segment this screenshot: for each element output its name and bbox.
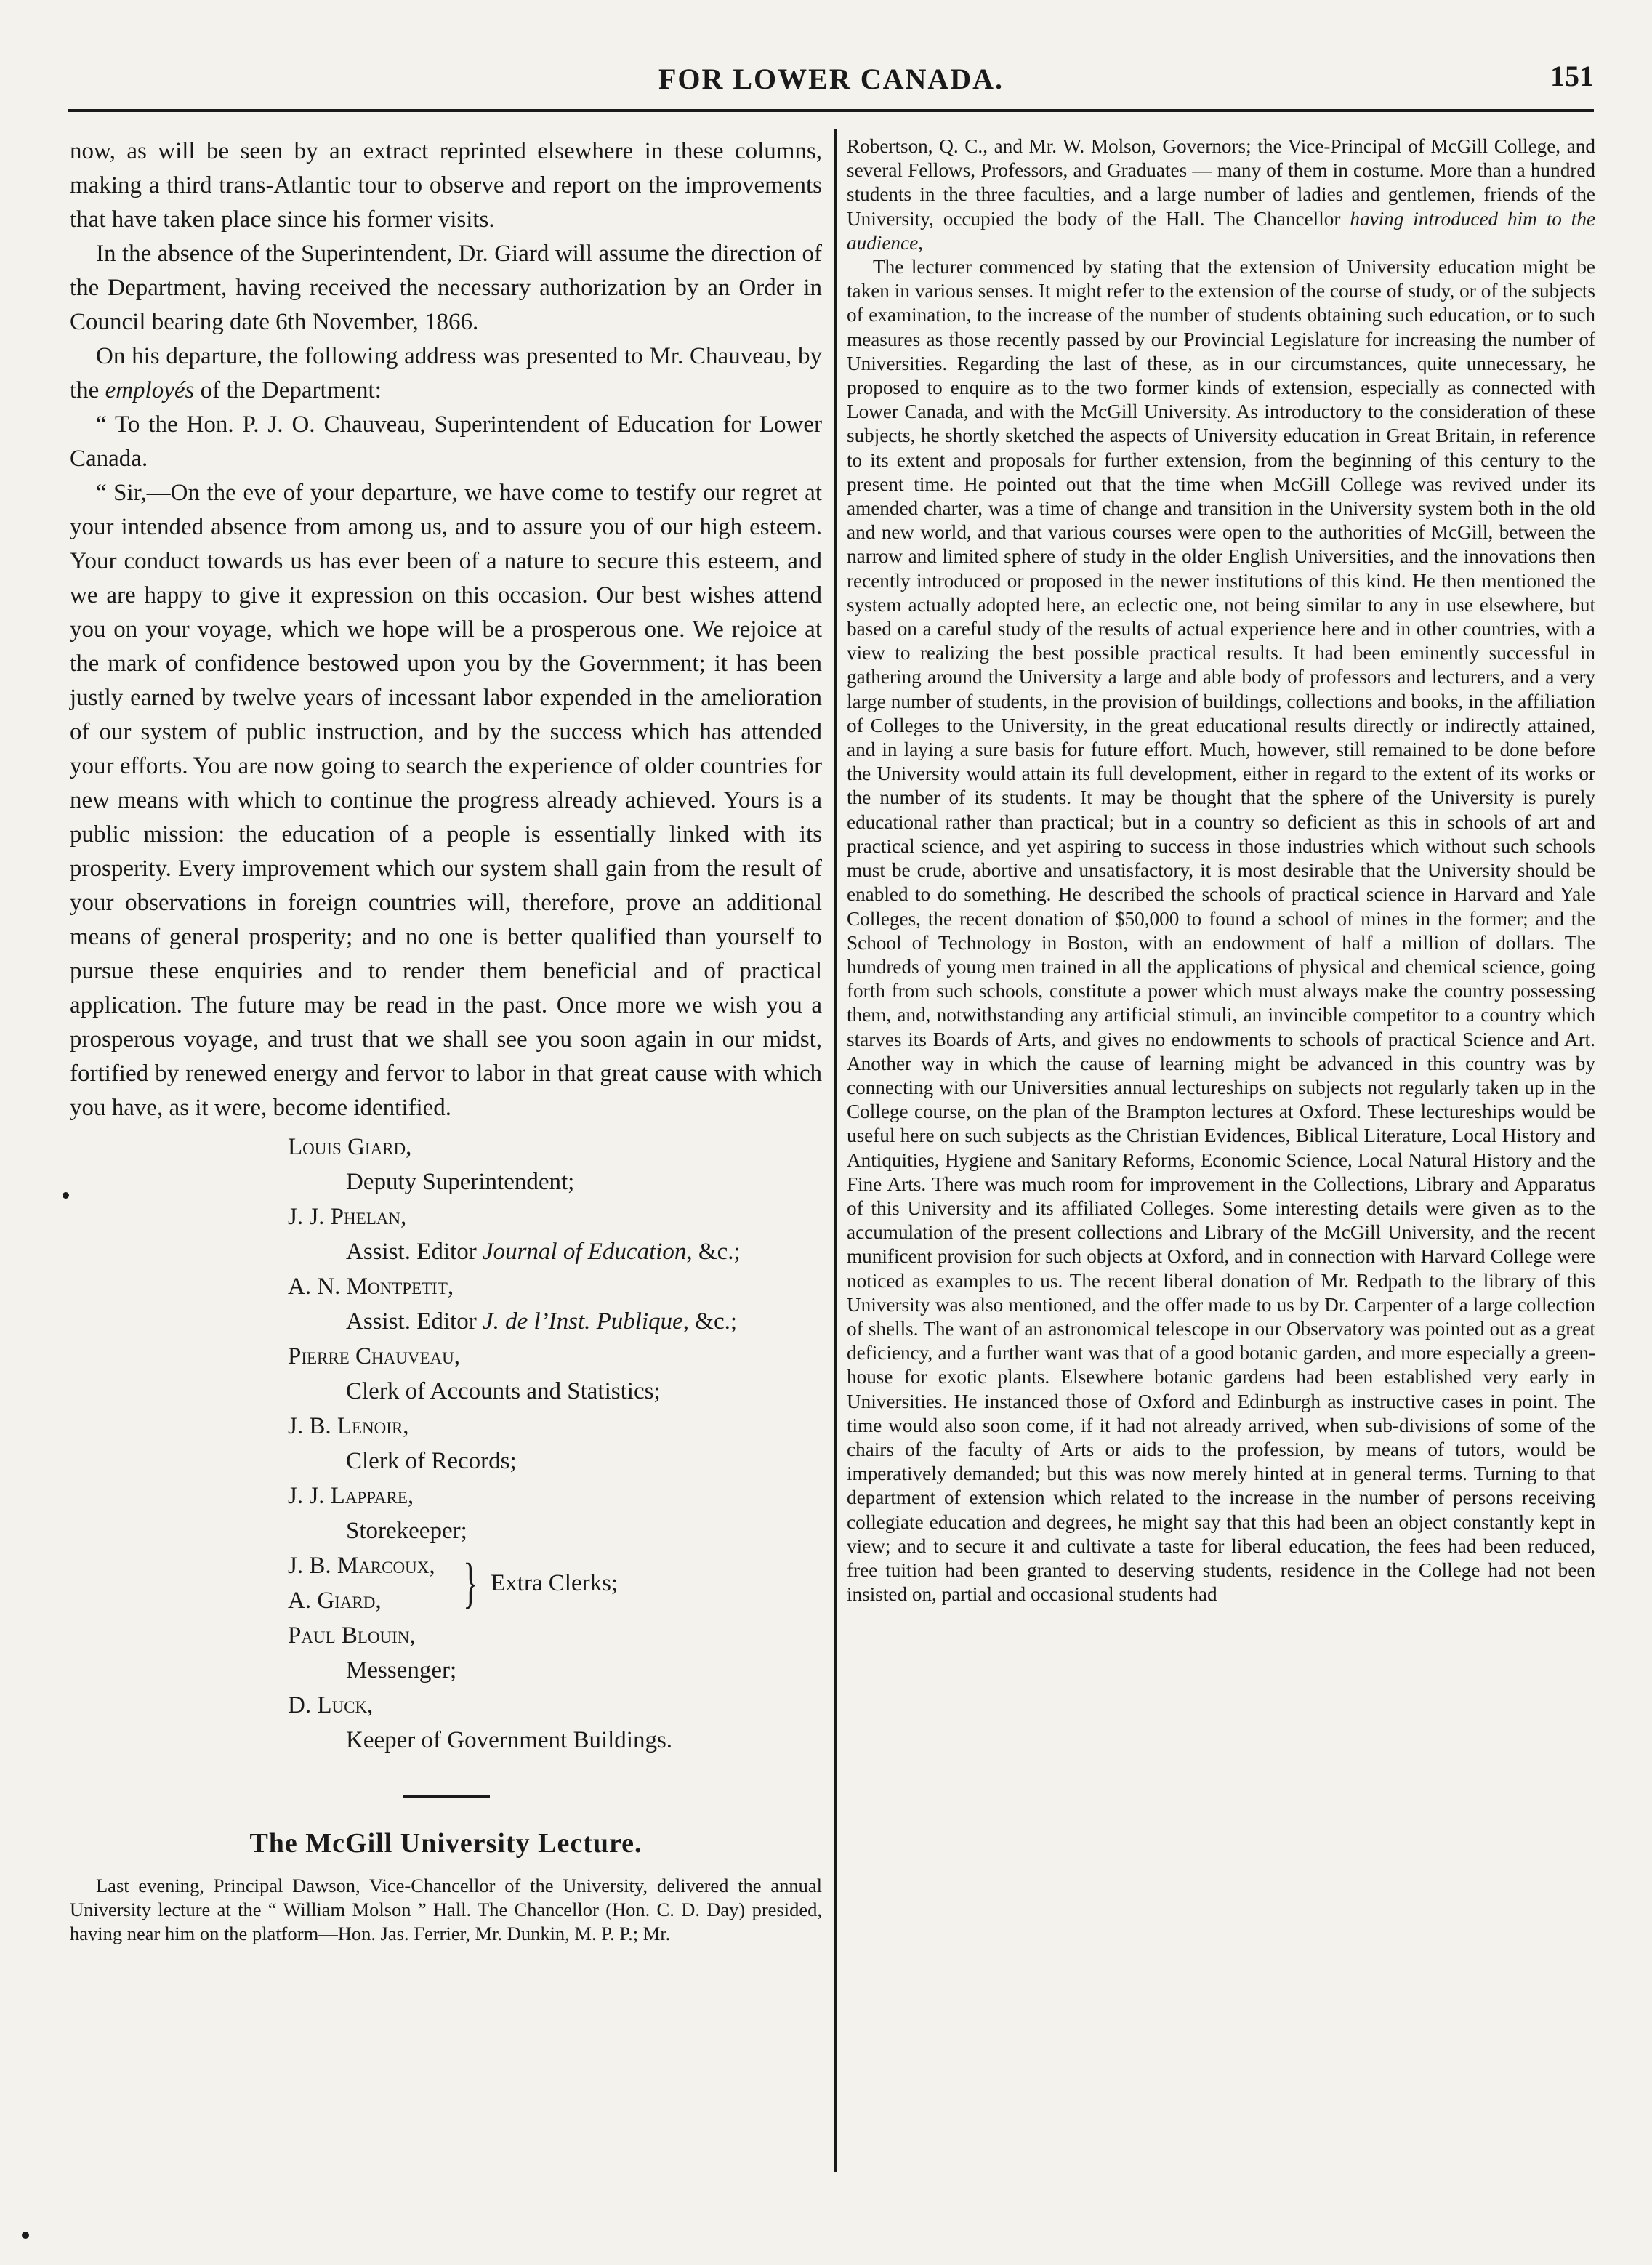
left-column	[70, 134, 822, 1946]
text-run: Assist. Editor	[346, 1308, 483, 1335]
text-run: Assist. Editor	[346, 1239, 483, 1265]
signatory-title: Storekeeper;	[346, 1518, 467, 1544]
signatory-title: Extra Clerks;	[491, 1570, 619, 1596]
paragraph: now, as will be seen by an extract reprinted elsewhere in these columns, making a third trans-Atlantic tour to observe and report on the improvements that have taken place since his former visits.	[70, 138, 822, 233]
print-speck	[63, 1192, 69, 1199]
signatory-name: Pierre Chauveau,	[288, 1343, 461, 1369]
signatory-title	[288, 1234, 822, 1269]
signatory-name: D. Luck,	[288, 1692, 374, 1718]
column-divider	[834, 129, 837, 2172]
signatory-name: J. J. Phelan,	[288, 1204, 407, 1230]
brace-glyph: }	[462, 1553, 478, 1614]
text-run: , &c.;	[686, 1239, 741, 1265]
signatory-pair-names	[288, 1548, 435, 1618]
signatory-title: Deputy Superintendent;	[346, 1169, 575, 1195]
print-speck-corner	[22, 2232, 29, 2239]
running-title: FOR LOWER CANADA.	[658, 63, 1004, 95]
signatory-name: Louis Giard,	[288, 1134, 412, 1160]
italic-run: J. de l’Inst. Publique	[482, 1308, 683, 1335]
text-run: On his departure, the following address was presented to Mr. Chauveau, by the	[70, 343, 822, 403]
italic-run: having introduced him to the audience,	[847, 207, 1595, 254]
text-run: , &c.;	[682, 1308, 738, 1335]
signatory-title	[288, 1304, 822, 1339]
paragraph: The lecturer commenced by stating that the extension of University education might be taken in various senses. It might refer to the extension of the course of study, or of the subjects of examination, to the increase of the number of students obtaining such education, or to such measures as those recently passed by our Provincial Legislature for increasing the number of Universities. Regarding the last of these, as in our circumstances, quite unnecessary, he proposed to enquire as to the two former kinds of extension, especially as connected with Lower Canada, and with the McGill University. As introductory to the consideration of these subjects, he shortly sketched the aspects of University education in Great Britain, in reference to its extent and proposals for further extension, from the beginning of this century to the present time. He pointed out that the time when McGill College was revived under its amended charter, was a time of change and transition in the University system both in the old and new world, and that various courses were open to the authorities of McGill, between the narrow and limited sphere of study in the older English Universities, and the innovations then recently introduced or proposed in the newer institutions of this kind. He then mentioned the system actually adopted here, an eclectic one, not being similar to any in use elsewhere, but based on a careful study of the results of actual experience here and in other countries, with a view to realizing the best possible practical results. It had been eminently successful in gathering around the University a large and able body of professors and lecturers, and a very large number of students, in the provision of buildings, collections and books, in the affiliation of Colleges to the University, in the great educational results directly or indirectly attained, and in laying a sure basis for future effort. Much, however, still remained to be done before the University would attain its full development, either in regard to the extent of its works or the number of its students. It may be thought that the sphere of the University is purely educational rather than practical; but in a country so deficient as this in schools of art and practical science, and yet aspiring to success in those industries which without such schools must be crude, abortive and unsatisfactory, it is most desirable that the University should be enabled to do something. He described the schools of practical science in Harvard and Yale Colleges, the recent donation of $50,000 to found a school of mines in the former; and the School of Technology in Boston, with an endowment of half a million of dollars. The hundreds of young men trained in all the applications of physical and chemical science, going forth from such schools, constitute a power which must always make the country possessing them, and, notwithstanding any artificial stimuli, an invincible competitor to a country which starves its Boards of Arts, and gives no endowments to schools of practical Science and Art. Another way in which the cause of learning might be advanced in this country was by connecting with our Universities annual lectureships on subjects not regularly taken up in the College course, on the plan of the Brampton lectures at Oxford. These lectureships would be useful here on such subjects as the Christian Evidences, Biblical Literature, Local History and Antiquities, Hygiene and Sanitary Reforms, Economic Science, Local Natural History and the Fine Arts. There was much room for improvement in the Collections, Library and Apparatus of this University and its affiliated Colleges. Some interesting details were given as to the accumulation of the present collections and Library of the McGill University, and the recent munificent provision for such objects at Oxford, and in connection with Harvard College were noticed as examples to us. The recent liberal donation of Mr. Redpath to the library of this University was also mentioned, and the offer made to us by Dr. Carpenter of a large collection of shells. The want of an astronomical telescope in our Observatory was pointed out as a great deficiency, and a further want was that of a good botanic garden, and more especially a green-house for exotic plants. Elsewhere botanic gardens had been established very early in Universities. He instanced those of Oxford and Edinburgh as instructive cases in point. The time would also soon come, if it had not already arrived, when sub-divisions of some of the chairs of the faculty of Arts or aids to the profession, by means of tutors, would be imperatively demanded; but this was now merely hinted at in general terms. Turning to that department of extension which related to the increase in the number of persons receiving collegiate education and degrees, he might say that this had been an object constantly kept in view; and to secure it and cultivate a taste for liberal education, the fees had been reduced, free tuition had been granted to deserving students, residence in the College had not been insisted on, partial and occasional students had	[847, 256, 1595, 1606]
address-body: “ Sir,—On the eve of your departure, we have come to testify our regret at your intended absence from among us, and to assure you of our high esteem. Your conduct towards us has ever been of a nature to secure this esteem, and we are happy to give it expression on this occasion. Our best wishes attend you on your voyage, which we hope will be a prosperous one. We rejoice at the mark of confidence bestowed upon you by the Government; it has been justly earned by twelve years of incessant labor expended in the amelioration of our system of public instruction, and by the success which has attended your efforts. You are now going to search the experience of older countries for new means with which to continue the progress already achieved. Yours is a public mission: the education of a people is essentially linked with its prosperity. Every improvement which our system shall gain from the result of your observations in foreign countries will, therefore, prove an additional means of general prosperity; and no one is better qualified than yourself to pursue these enquiries and to render them beneficial and of practical application. The future may be read in the past. Once more we wish you a prosperous voyage, and trust that we shall see you soon again in our midst, fortified by renewed energy and fervor to labor in that great cause with which you have, as it were, become identified.	[70, 480, 822, 1121]
signatory-title: Clerk of Accounts and Statistics;	[346, 1378, 661, 1404]
signatory-title: Keeper of Government Buildings.	[346, 1727, 673, 1753]
paragraph	[847, 134, 1595, 255]
signatory-name: Paul Blouin,	[288, 1622, 416, 1649]
signatory-name: A. N. Montpetit,	[288, 1274, 454, 1300]
signatory-title: Clerk of Records;	[346, 1448, 517, 1474]
italic-run: employés	[105, 377, 195, 403]
signatory-name: A. Giard,	[288, 1588, 382, 1614]
paragraph: In the absence of the Superintendent, Dr. Giard will assume the direction of the Department, having received the necessary authorization by an Order in Council bearing date 6th November, 1866.	[70, 241, 822, 335]
page-header	[68, 45, 1594, 96]
signatory-name: J. B. Marcoux,	[288, 1553, 435, 1579]
signatory-name: J. B. Lenoir,	[288, 1413, 409, 1439]
section-rule	[403, 1795, 490, 1798]
signatory-title: Messenger;	[346, 1657, 457, 1683]
address-salutation: “ To the Hon. P. J. O. Chauveau, Superintendent of Education for Lower Canada.	[70, 411, 822, 472]
article-lead: Last evening, Principal Dawson, Vice-Chancellor of the University, delivered the annual University lecture at the “ William Molson ” Hall. The Chancellor (Hon. C. D. Day) presided, having near him on the platform—Hon. Jas. Ferrier, Mr. Dunkin, M. P. P.; Mr.	[70, 1875, 822, 1944]
italic-run: Journal of Education	[482, 1239, 687, 1265]
text-run: of the Department:	[194, 377, 382, 403]
paragraph	[70, 339, 822, 408]
article-heading: The McGill University Lecture.	[249, 1828, 642, 1859]
signature-block	[288, 1130, 822, 1758]
page-number: 151	[1550, 60, 1594, 92]
header-rule	[68, 109, 1594, 112]
right-column	[847, 134, 1595, 1606]
signatory-pair	[288, 1548, 822, 1618]
signatory-name: J. J. Lappare,	[288, 1483, 414, 1509]
text-run: Robertson, Q. C., and Mr. W. Molson, Governors; the Vice-Principal of McGill College, and several Fellows, Professors, and Graduates — many of them in costume. More than a hundred students in the three faculties, and a large number of ladies and gentlemen, friends of the University, occupied the body of the Hall. The Chancellor	[847, 135, 1595, 230]
